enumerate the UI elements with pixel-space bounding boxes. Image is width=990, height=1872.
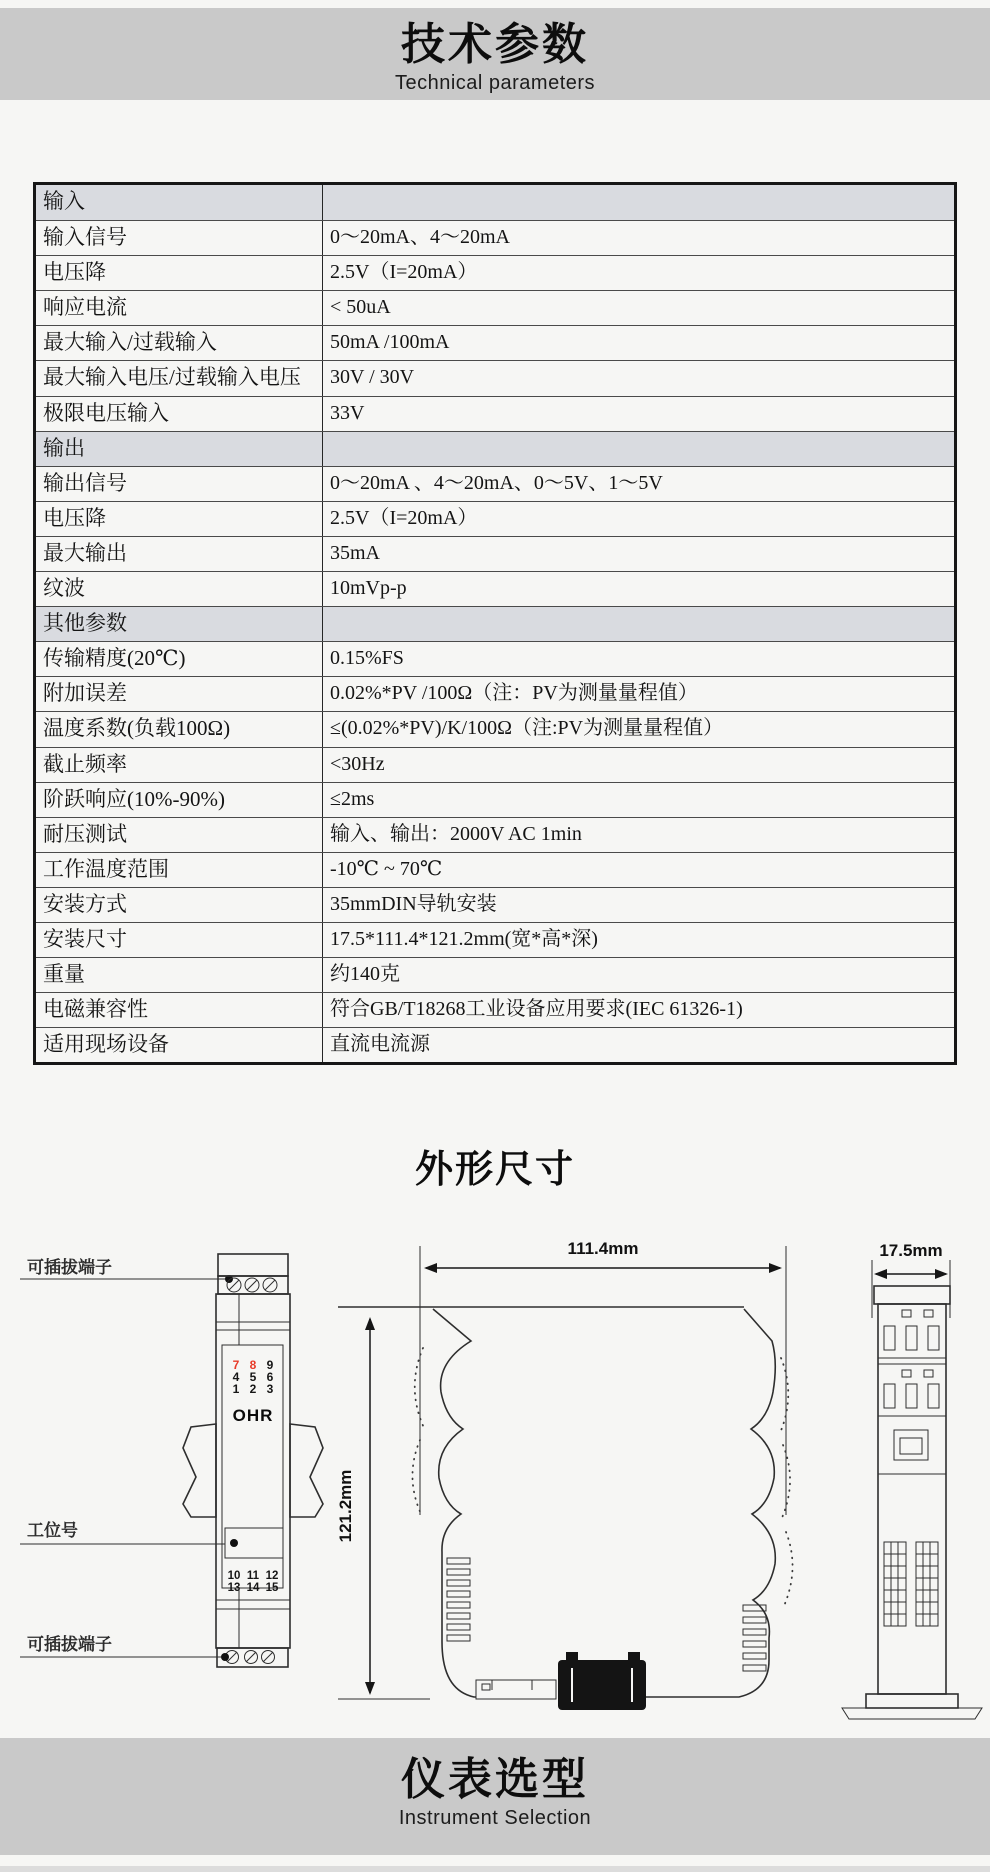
spec-label: 极限电压输入: [36, 397, 323, 431]
spec-value: 33V: [330, 401, 365, 424]
spec-label: 截止频率: [36, 748, 323, 782]
spec-row: [36, 747, 954, 782]
spec-value: 30V / 30V: [330, 366, 415, 389]
terminal-number: 8: [249, 1358, 257, 1372]
spec-label: 其他参数: [36, 607, 323, 641]
spec-row: [36, 536, 954, 571]
screw-icon: [227, 1278, 277, 1292]
spec-label: 电磁兼容性: [36, 993, 323, 1027]
spec-label: 传输精度(20℃): [36, 642, 323, 676]
terminal-number: 11: [246, 1570, 260, 1582]
din-clip: [476, 1680, 556, 1699]
brand-logo: OHR: [232, 1406, 274, 1425]
end-body: [878, 1304, 946, 1694]
connector-block: [558, 1652, 646, 1710]
end-view: [842, 1241, 982, 1719]
end-top-cap: [874, 1286, 950, 1304]
spec-row: [36, 571, 954, 606]
label-pluggable-terminal-top: 可插拔端子: [27, 1258, 112, 1277]
screw-icon: [226, 1651, 275, 1664]
spec-label: 附加误差: [36, 677, 323, 711]
spec-row: [36, 782, 954, 817]
spec-value: 0～20mA、4～20mA: [330, 226, 510, 249]
dimension-depth-label: 17.5mm: [879, 1241, 943, 1260]
terminal-number: 15: [265, 1582, 279, 1594]
spec-value: [323, 185, 954, 220]
spec-row: [36, 396, 954, 431]
vent-grids: [884, 1542, 938, 1626]
spec-label: 安装尺寸: [36, 923, 323, 957]
spec-row: [36, 466, 954, 501]
spec-value: 输入、输出：2000V AC 1min: [330, 822, 582, 845]
dimension-drawing: [0, 1190, 990, 1720]
dimension-width-label: 111.4mm: [567, 1239, 639, 1258]
spec-value: 0～20mA 、4～20mA、0～5V、1～5V: [330, 471, 663, 494]
spec-value: 2.5V（I=20mA）: [330, 261, 478, 284]
terminal-number: 4: [232, 1370, 240, 1384]
dimension-height-label: 121.2mm: [336, 1469, 355, 1543]
spec-row: [36, 255, 954, 290]
leader-dot-bottom: [221, 1653, 229, 1661]
footer-band: [0, 1738, 990, 1855]
terminal-number: 6: [266, 1370, 274, 1384]
terminal-number: 2: [249, 1382, 257, 1396]
spec-value: [323, 607, 954, 641]
din-rail-wing-left: [183, 1424, 216, 1517]
spec-label: 安装方式: [36, 888, 323, 922]
din-rail-section: [842, 1708, 982, 1719]
spec-value: 直流电流源: [330, 1033, 430, 1056]
terminal-number: 9: [266, 1358, 274, 1372]
spec-table-body: [36, 185, 954, 1062]
terminal-number: 1: [232, 1382, 240, 1396]
terminal-number: 14: [246, 1582, 260, 1594]
terminal-number: 13: [227, 1582, 241, 1594]
spec-label: 温度系数(负载100Ω): [36, 712, 323, 746]
spec-row: [36, 290, 954, 325]
upper-terminal-numbers: [233, 1358, 274, 1396]
spec-label: 最大输入电压/过载输入电压: [36, 361, 323, 395]
module-body: [183, 1294, 323, 1648]
spec-label: 输出信号: [36, 467, 323, 501]
spec-table: [33, 182, 957, 1065]
spec-label: 电压降: [36, 256, 323, 290]
spec-row: [36, 957, 954, 992]
terminal-number: 10: [227, 1570, 241, 1582]
spec-row: [36, 641, 954, 676]
spec-value: 50mA /100mA: [330, 331, 450, 354]
vent-slots-left: [447, 1558, 470, 1641]
footer-subtitle: Instrument Selection: [398, 1807, 592, 1829]
spec-label: 纹波: [36, 572, 323, 606]
spec-row: [36, 887, 954, 922]
spec-label: 输入: [36, 185, 323, 220]
side-right-profile: [646, 1309, 775, 1697]
spec-label: 电压降: [36, 502, 323, 536]
spec-row: [36, 220, 954, 255]
spec-value: 2.5V（I=20mA）: [330, 506, 478, 529]
page-subtitle: Technical parameters: [394, 72, 596, 94]
side-view: [336, 1239, 793, 1710]
spec-label: 最大输出: [36, 537, 323, 571]
spec-label: 适用现场设备: [36, 1028, 323, 1062]
spec-value: 0.15%FS: [330, 647, 404, 670]
spec-value: -10℃ ~ 70℃: [330, 857, 443, 880]
spec-label: 输出: [36, 432, 323, 466]
spec-value: <30Hz: [330, 752, 385, 775]
spec-value: 符合GB/T18268工业设备应用要求(IEC 61326-1): [330, 998, 743, 1021]
spec-row: [36, 1027, 954, 1062]
spec-row: [36, 360, 954, 395]
spec-section-row: [36, 185, 954, 220]
spec-row: [36, 992, 954, 1027]
spec-row: [36, 501, 954, 536]
spec-row: [36, 922, 954, 957]
vent-slots-right: [743, 1605, 766, 1671]
spec-label: 重量: [36, 958, 323, 992]
spec-value: 35mA: [330, 541, 380, 564]
spec-value: 10mVp-p: [330, 577, 407, 600]
label-pluggable-terminal-bottom: 可插拔端子: [27, 1635, 112, 1654]
terminal-number: 3: [266, 1382, 274, 1396]
front-view: [20, 1254, 323, 1667]
spec-row: [36, 676, 954, 711]
spec-value: 35mmDIN导轨安装: [330, 892, 497, 915]
page-title: 技术参数: [401, 20, 589, 69]
spec-row: [36, 325, 954, 360]
spec-row: [36, 852, 954, 887]
spec-section-row: [36, 606, 954, 641]
spec-row: [36, 711, 954, 746]
din-rail-wing-right: [290, 1424, 323, 1517]
terminal-number: 12: [265, 1570, 279, 1582]
dimensions-title: 外形尺寸: [414, 1149, 575, 1191]
lower-terminal-numbers: [228, 1570, 279, 1594]
end-base: [866, 1694, 958, 1708]
spec-value: [323, 432, 954, 466]
footer-title: 仪表选型: [401, 1755, 589, 1804]
bottom-edge-strip: [0, 1866, 990, 1872]
spec-value: 约140克: [330, 963, 400, 986]
spec-label: 输入信号: [36, 221, 323, 255]
spec-value: 0.02%*PV /100Ω（注：PV为测量量程值）: [330, 682, 698, 705]
spec-label: 响应电流: [36, 291, 323, 325]
spec-row: [36, 817, 954, 852]
spec-value: ≤2ms: [330, 787, 375, 810]
spec-value: 17.5*111.4*121.2mm(宽*高*深): [330, 927, 598, 950]
spec-label: 最大输入/过载输入: [36, 326, 323, 360]
spec-label: 工作温度范围: [36, 853, 323, 887]
header-band: [0, 8, 990, 100]
top-terminal-block: [218, 1254, 288, 1294]
spec-label: 耐压测试: [36, 818, 323, 852]
terminal-number: 5: [249, 1370, 257, 1384]
terminal-number: 7: [232, 1358, 240, 1372]
spec-label: 阶跃响应(10%-90%): [36, 783, 323, 817]
spec-value: < 50uA: [330, 296, 391, 319]
spec-section-row: [36, 431, 954, 466]
label-station-number: 工位号: [27, 1521, 78, 1540]
spec-value: ≤(0.02%*PV)/K/100Ω（注:PV为测量量程值）: [330, 717, 724, 740]
